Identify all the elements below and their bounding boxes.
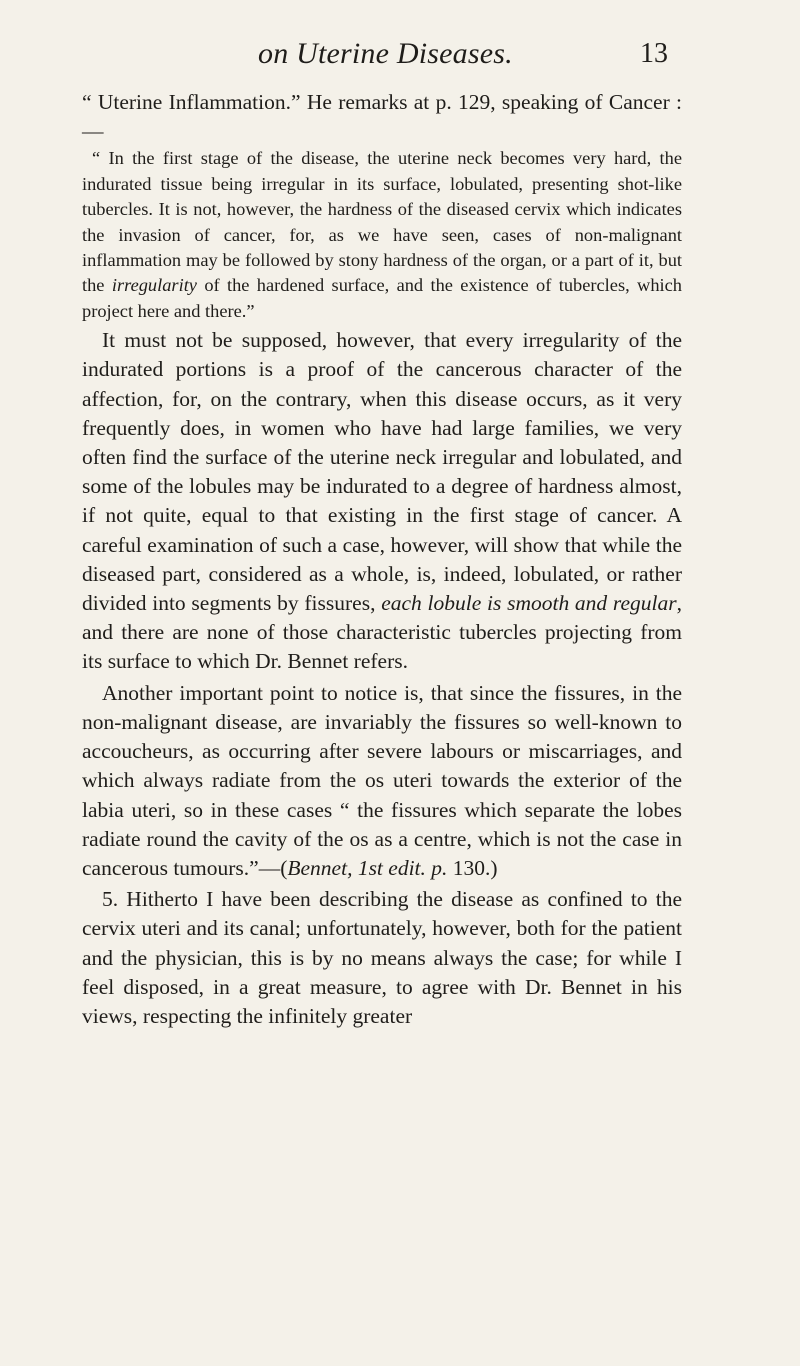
quote-emphasis: irregularity [111, 275, 197, 296]
paragraph-section-5 [82, 885, 682, 1031]
quote-text: “ In the first stage of the disease, the uterine neck becomes very hard, the indurated tissue being irregular in its surface, lobulated, presenting shot-like tubercles. It is not, however, the hardness of the diseased cervix which indicates the invasion of cancer, for, as we have seen, cases of non-malignant inflammation may be followed by stony hardness of the organ, or a part of it, but the [82, 148, 682, 296]
paragraph-intro [82, 88, 682, 146]
quote-text-end: of the hardened surface, and the existence of tubercles, which project here and there.” [82, 275, 682, 321]
paragraph-intro-text: “ Uterine Inflammation.” He remarks at p. 129, speaking of Cancer :— [82, 90, 682, 144]
citation-end: 130.) [447, 855, 498, 880]
paragraph-irregularity [82, 326, 682, 676]
paragraph-fissures-text: Another important point to notice is, that since the fissures, in the non-malignant disease, are invariably the fissures so well-known to accoucheurs, as occurring after severe labours or miscarriages, and which always radiate from the os uteri towards the exterior of the labia uteri, so in these cases “ the fissures which separate the lobes radiate round the cavity of the os as a centre, which is not the case in cancerous tumours.”—( [82, 680, 682, 880]
paragraph-irregularity-emphasis: each lobule is smooth and regular [381, 591, 677, 616]
page-number: 13 [640, 38, 668, 69]
paragraph-irregularity-text: It must not be supposed, however, that every irregularity of the indurated portions is a proof of the cancerous character of the affection, for, on the contrary, when this disease occurs, as it very frequently does, in women who have had large families, we very often find the surface of the uterine neck irregular and lobulated, and some of the lobules may be indurated to a degree of hardness almost, if not quite, equal to that existing in the first stage of cancer. A careful examination of such a case, however, will show that while the diseased part, considered as a whole, is, indeed, lobulated, or rather divided into segments by fissures, [82, 328, 682, 616]
paragraph-irregularity-end: , and there are none of those characteristic tubercles projecting from its surface to which Dr. Bennet refers. [82, 591, 683, 674]
text-block [82, 88, 682, 1031]
running-title: on Uterine Diseases. [258, 37, 513, 70]
paragraph-section-5-text: 5. Hitherto I have been describing the disease as confined to the cervix uteri and its canal; unfortunately, however, both for the patient and the physician, this is by no means always the case; for while I feel disposed, in a great measure, to agree with Dr. Bennet in his views, respecting the infinitely greater [82, 887, 682, 1028]
running-head [0, 34, 800, 74]
citation: Bennet, 1st edit. p. [287, 855, 448, 880]
block-quote [82, 146, 682, 324]
paragraph-fissures [82, 679, 682, 883]
